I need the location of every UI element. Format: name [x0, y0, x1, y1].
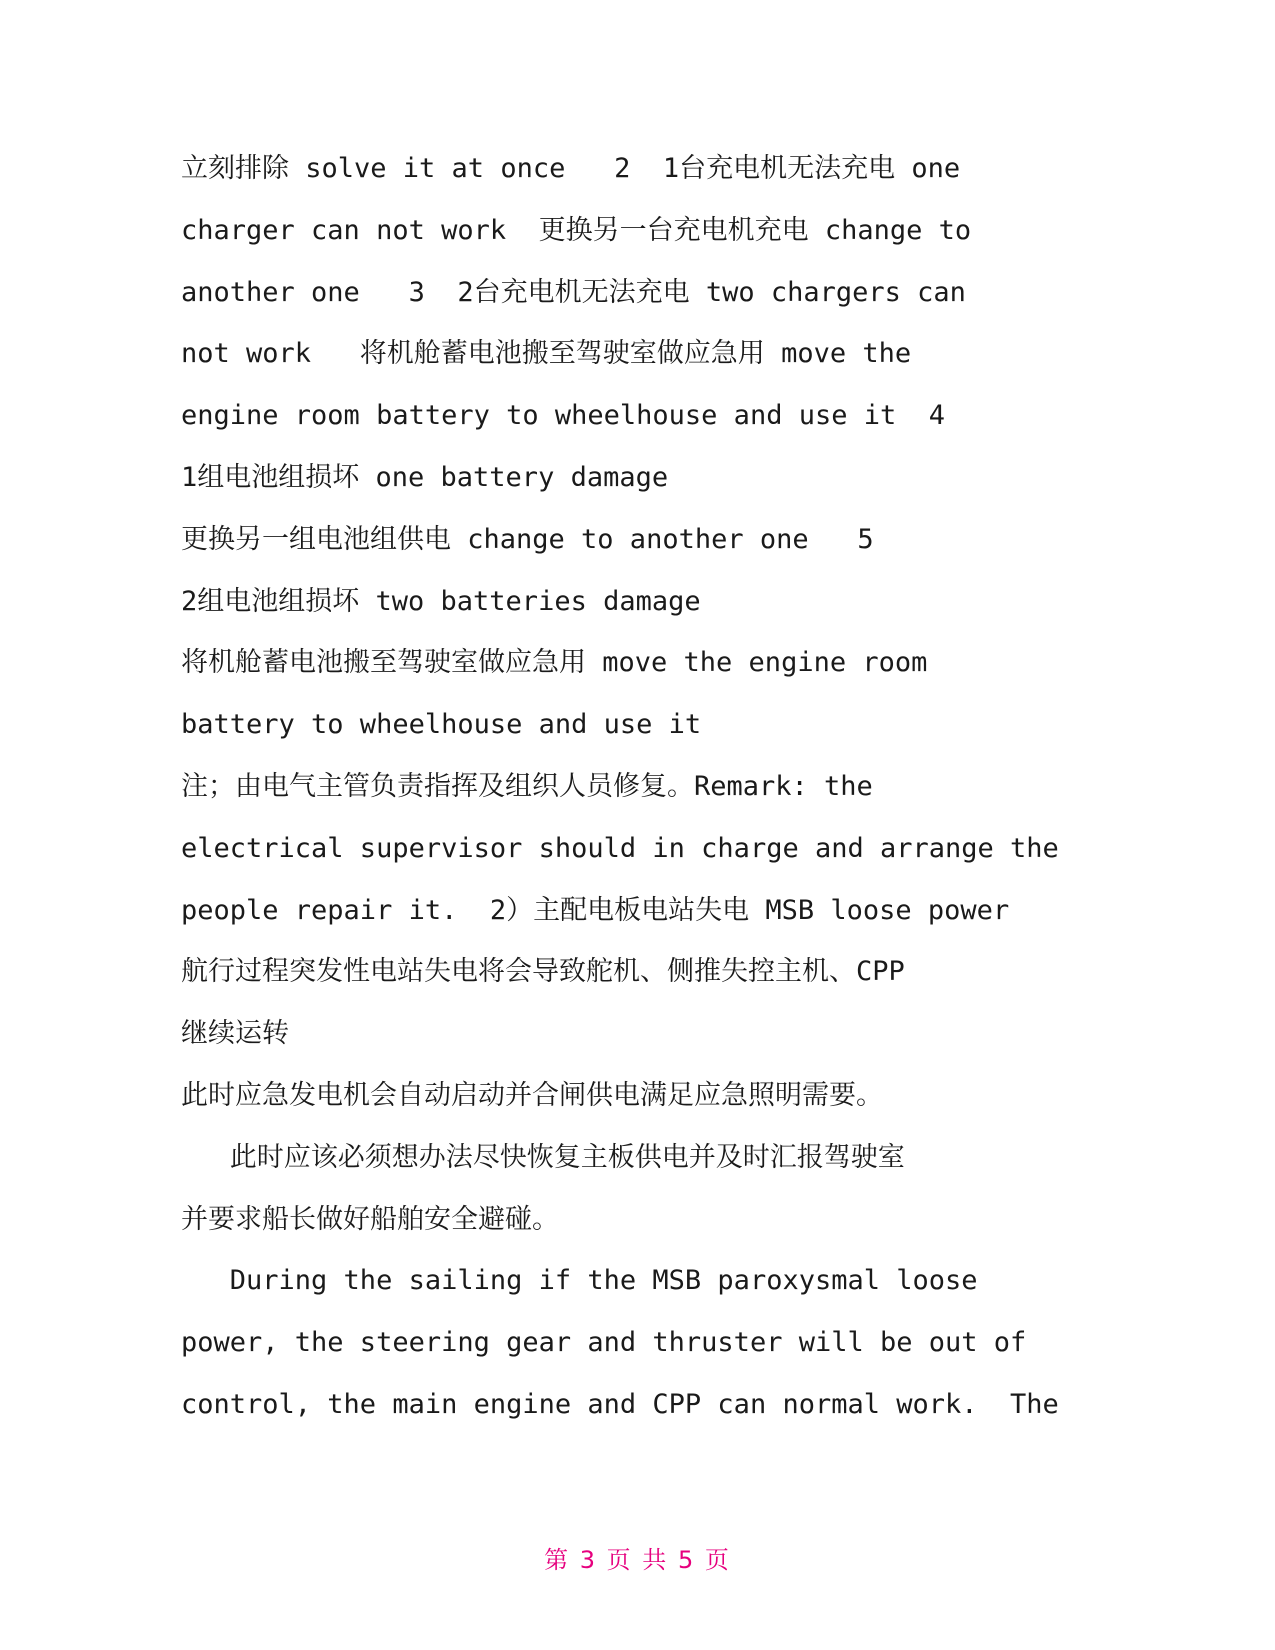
text-line: battery to wheelhouse and use it	[181, 709, 702, 741]
text-line: electrical supervisor should in charge and arrange the	[181, 832, 1059, 864]
text-line: 将机舱蓄电池搬至驾驶室做应急用 move the engine room	[181, 647, 928, 679]
text-line: not work 将机舱蓄电池搬至驾驶室做应急用 move the	[181, 338, 912, 370]
text-line: 1组电池组损坏 one battery damage	[181, 461, 669, 493]
page-number: 第 3 页 共 5 页	[544, 1546, 731, 1574]
text-line: 此时应该必须想办法尽快恢复主板供电并及时汇报驾驶室	[181, 1141, 905, 1173]
text-line: people repair it. 2）主配电板电站失电 MSB loose power	[181, 894, 1010, 926]
text-line: 2组电池组损坏 two batteries damage	[181, 585, 701, 617]
text-line: 注；由电气主管负责指挥及组织人员修复。Remark: the	[181, 770, 873, 802]
text-line: 继续运转	[181, 1018, 289, 1050]
text-line: 此时应急发电机会自动启动并合闸供电满足应急照明需要。	[181, 1079, 883, 1111]
page-footer	[0, 1540, 1275, 1575]
text-line: engine room battery to wheelhouse and use it 4	[181, 400, 946, 432]
body-text	[181, 138, 1081, 1436]
text-line: 更换另一组电池组供电 change to another one 5	[181, 523, 874, 555]
text-line: 立刻排除 solve it at once 2 1台充电机无法充电 one	[181, 153, 961, 184]
text-line: 航行过程突发性电站失电将会导致舵机、侧推失控主机、CPP	[181, 956, 905, 988]
text-line: another one 3 2台充电机无法充电 two chargers can	[181, 276, 966, 308]
text-line: charger can not work 更换另一台充电机充电 change to	[181, 214, 972, 246]
text-line: During the sailing if the MSB paroxysmal loose	[181, 1265, 978, 1297]
text-line: control, the main engine and CPP can normal work. The	[181, 1388, 1059, 1420]
text-line: power, the steering gear and thruster will be out of	[181, 1327, 1027, 1359]
text-line: 并要求船长做好船舶安全避碰。	[181, 1203, 559, 1235]
